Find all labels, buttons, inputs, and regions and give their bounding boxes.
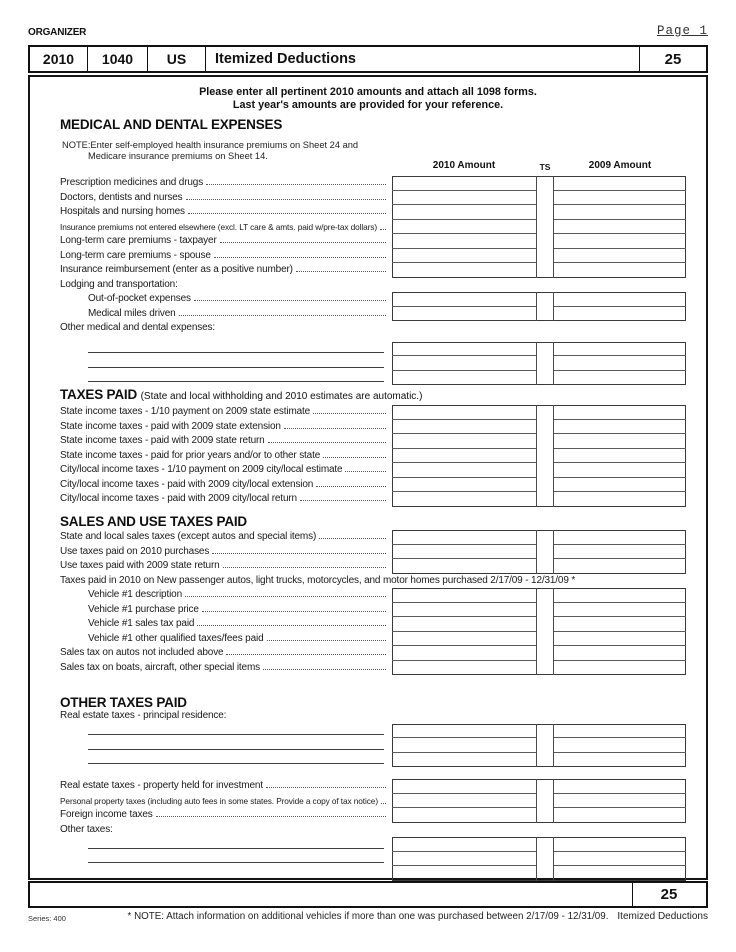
row-label-text: City/local income taxes - paid with 2009 city/local extension [60,478,314,490]
medical-note-line-1: NOTE:Enter self-employed health insurance premiums on Sheet 24 and [62,140,359,150]
row-label [60,559,388,574]
row-label-text: Hospitals and nursing homes [60,206,185,217]
amount-cell-2010[interactable] [392,852,536,867]
dot-leader [313,413,386,414]
intro-line-1: Please enter all pertinent 2010 amounts and attach all 1098 forms. [199,86,537,98]
form-row [28,478,686,493]
footer-note: * NOTE: Attach information on additional vehicles if more than one was purchased between 2/17/09 - 12/31/09. [127,911,609,922]
dot-leader [345,471,386,472]
form-row [28,205,686,220]
column-header-2009-amount: 2009 Amount [588,160,652,171]
dot-leader [194,300,386,301]
amount-cell-2010[interactable] [392,292,536,307]
dot-leader [268,442,386,443]
sub-label-line [28,709,686,724]
form-header-bar [28,45,708,73]
row-label-text: Vehicle #1 other qualified taxes/fees paid [88,632,264,644]
row-label-text: City/local income taxes - 1/10 payment on 2009 city/local estimate [60,464,343,475]
amount-grid-block [28,530,686,574]
dot-leader [319,538,386,539]
amount-cell-2009[interactable] [554,753,686,768]
row-label [60,434,388,449]
amount-cell-2009[interactable] [554,463,686,478]
form-row [28,249,686,264]
section-rows-medical [28,176,686,385]
amount-cell-2009[interactable] [554,449,686,464]
row-label-text: Insurance premiums not entered elsewhere (excl. LT care & amts. paid w/pre-tax dollars) [60,221,378,232]
form-row [28,617,686,632]
row-label [60,220,388,235]
row-label [60,478,388,493]
amount-grid-block [28,724,686,768]
form-row [28,646,686,661]
amount-cell-2010[interactable] [392,724,536,739]
amount-cell-2010[interactable] [392,588,536,603]
section-rows-other-taxes [28,709,686,881]
row-label-text: State income taxes - paid with 2009 state extension [60,420,281,432]
amount-cell-2010[interactable] [392,545,536,560]
row-label-text: State income taxes - paid with 2009 state return [60,435,265,446]
amount-cell-2010[interactable] [392,603,536,618]
amount-cell-2009[interactable] [554,794,686,809]
amount-cell-2009[interactable] [554,559,686,574]
amount-cell-2010[interactable] [392,434,536,449]
row-label: Taxes paid in 2010 on New passenger autos, light trucks, motorcycles, and motor homes purchased 2/17/09 - 12/31/09 * [60,574,576,586]
amount-cell-2010[interactable] [392,753,536,768]
amount-cell-2010[interactable] [392,646,536,661]
amount-grid-block [28,405,686,507]
amount-cell-2010[interactable] [392,794,536,809]
page-number-label: Page 1 [656,24,708,38]
amount-cell-2009[interactable] [554,661,686,676]
writein-row [28,866,686,881]
amount-grid-block [28,176,686,278]
amount-cell-2010[interactable] [392,463,536,478]
form-row [28,176,686,191]
row-label-text: Use taxes paid on 2010 purchases [60,545,210,557]
row-label-text: Sales tax on boats, aircraft, other special items [60,661,260,673]
dot-leader [316,486,386,487]
row-label [88,307,388,322]
row-label [60,794,388,809]
amount-grid-block [28,837,686,881]
amount-grid-block [28,292,686,321]
amount-cell-2009[interactable] [554,808,686,823]
row-label-text: Sales tax on autos not included above [60,647,224,658]
row-label: Other medical and dental expenses: [60,322,215,333]
amount-cell-2010[interactable] [392,405,536,420]
amount-cell-2009[interactable] [554,530,686,545]
row-label [88,292,388,307]
dot-leader [284,428,386,429]
row-label [60,234,388,249]
row-label [60,249,388,264]
section-rows-sales-use [28,530,686,675]
form-row [28,603,686,618]
section-heading-other-taxes: OTHER TAXES PAID [60,695,187,710]
row-label-text: State income taxes - 1/10 payment on 2009 state estimate [60,406,311,417]
form-row [28,405,686,420]
amount-cell-2010[interactable] [392,837,536,852]
form-row [28,779,686,794]
amount-cell-2010[interactable] [392,808,536,823]
amount-grid-block [28,342,686,386]
medical-note-line-2: Medicare insurance premiums on Sheet 14. [88,150,268,161]
row-label [88,588,388,603]
amount-cell-2010[interactable] [392,617,536,632]
intro-instructions [28,86,708,111]
footer-bar [28,881,708,908]
writein-line[interactable] [88,367,384,368]
writein-row [28,852,686,867]
section-heading-medical: MEDICAL AND DENTAL EXPENSES [60,117,283,132]
amount-cell-2009[interactable] [554,588,686,603]
row-label [60,449,388,464]
amount-cell-2010[interactable] [392,371,536,386]
amount-cell-2010[interactable] [392,738,536,753]
row-label [60,176,388,191]
amount-cell-2010[interactable] [392,234,536,249]
row-label [60,545,388,560]
amount-cell-2009[interactable] [554,371,686,386]
row-label [60,530,388,545]
amount-cell-2010[interactable] [392,661,536,676]
amount-cell-2010[interactable] [392,779,536,794]
dot-leader [266,787,386,788]
sub-label-line [28,823,686,838]
form-row [28,449,686,464]
amount-cell-2009[interactable] [554,434,686,449]
amount-cell-2009[interactable] [554,249,686,264]
amount-cell-2010[interactable] [392,530,536,545]
amount-cell-2009[interactable] [554,356,686,371]
amount-cell-2009[interactable] [554,191,686,206]
form-row [28,434,686,449]
form-row [28,588,686,603]
dot-leader [380,229,386,230]
amount-cell-2010[interactable] [392,866,536,881]
row-label [60,405,388,420]
amount-cell-2010[interactable] [392,205,536,220]
column-header-ts: TS [539,162,551,172]
row-label [60,779,388,794]
section-heading-taxes-paid: TAXES PAID (State and local withholding and 2010 estimates are automatic.) [60,387,423,402]
header-sheet-number: 25 [664,50,682,68]
amount-cell-2009[interactable] [554,234,686,249]
row-label-text: Foreign income taxes [60,809,153,820]
amount-cell-2009[interactable] [554,738,686,753]
row-label-text: Prescription medicines and drugs [60,177,204,188]
row-label-text: Medical miles driven [88,307,176,319]
row-label [60,420,388,435]
row-label-text: State income taxes - paid for prior years and/or to other state [60,449,321,461]
amount-cell-2009[interactable] [554,617,686,632]
amount-cell-2010[interactable] [392,492,536,507]
header-form-number: 1040 [88,47,148,71]
row-label-text: Vehicle #1 purchase price [88,603,199,615]
footer-sheet-number: 25 [660,886,678,903]
header-title: Itemized Deductions [206,47,640,71]
medical-note [62,140,358,161]
form-row [28,492,686,507]
footer-title: Itemized Deductions [617,911,708,922]
amount-cell-2009[interactable] [554,545,686,560]
amount-cell-2009[interactable] [554,478,686,493]
row-label-text: Personal property taxes (including auto fees in some states. Provide a copy of tax notice) [60,795,378,806]
dot-leader [296,271,386,272]
form-row [28,307,686,322]
sub-label-line [28,278,686,293]
amount-cell-2009[interactable] [554,205,686,220]
dot-leader [186,199,386,200]
dot-leader [188,213,386,214]
dot-leader [214,257,386,258]
row-label [60,191,388,206]
writein-row [28,724,686,739]
amount-cell-2010[interactable] [392,263,536,278]
row-label [60,205,388,220]
row-label-text: Long-term care premiums - taxpayer [60,235,217,246]
spacer [28,767,686,779]
header-year: 2010 [30,47,88,71]
amount-cell-2010[interactable] [392,220,536,235]
row-label-text: Doctors, dentists and nurses [60,191,183,203]
writein-line[interactable] [88,352,384,353]
form-row [28,463,686,478]
amount-cell-2010[interactable] [392,191,536,206]
amount-cell-2010[interactable] [392,420,536,435]
dot-leader [202,611,386,612]
row-label: Lodging and transportation: [60,278,178,290]
amount-cell-2009[interactable] [554,646,686,661]
row-label [88,603,388,618]
form-row [28,794,686,809]
form-row [28,545,686,560]
writein-row [28,356,686,371]
section-text-line [28,574,686,589]
row-label [60,646,388,661]
amount-cell-2010[interactable] [392,356,536,371]
dot-leader [206,184,386,185]
writein-line[interactable] [88,749,384,750]
dot-leader [185,596,386,597]
row-label [60,661,388,676]
form-row [28,220,686,235]
amount-cell-2009[interactable] [554,263,686,278]
dot-leader [323,457,386,458]
amount-cell-2009[interactable] [554,852,686,867]
row-label-text: State and local sales taxes (except autos and special items) [60,531,317,542]
amount-cell-2010[interactable] [392,307,536,322]
taxes-paid-heading-note: (State and local withholding and 2010 estimates are automatic.) [140,391,423,402]
form-row [28,191,686,206]
form-row [28,632,686,647]
amount-cell-2009[interactable] [554,866,686,881]
form-row [28,559,686,574]
amount-cell-2010[interactable] [392,632,536,647]
amount-cell-2010[interactable] [392,249,536,264]
amount-cell-2009[interactable] [554,342,686,357]
row-label-text: Long-term care premiums - spouse [60,249,211,261]
amount-cell-2009[interactable] [554,307,686,322]
dot-leader [156,816,386,817]
row-label [88,632,388,647]
sub-label-line [28,321,686,336]
amount-cell-2009[interactable] [554,632,686,647]
amount-cell-2010[interactable] [392,449,536,464]
section-heading-sales-use: SALES AND USE TAXES PAID [60,514,247,529]
dot-leader [179,315,386,316]
amount-cell-2009[interactable] [554,837,686,852]
writein-row [28,371,686,386]
dot-leader [381,803,386,804]
amount-cell-2010[interactable] [392,176,536,191]
amount-cell-2009[interactable] [554,405,686,420]
row-label: Other taxes: [60,823,113,835]
dot-leader [220,242,386,243]
amount-cell-2009[interactable] [554,724,686,739]
writein-row [28,837,686,852]
form-row [28,263,686,278]
amount-grid-block [28,779,686,823]
column-header-2010-amount: 2010 Amount [432,160,496,171]
row-label [60,263,388,278]
amount-column-headers [28,160,686,173]
writein-row [28,753,686,768]
row-label-text: City/local income taxes - paid with 2009 city/local return [60,493,297,504]
amount-cell-2009[interactable] [554,420,686,435]
form-row [28,808,686,823]
row-label [60,808,388,823]
amount-cell-2009[interactable] [554,603,686,618]
form-row [28,234,686,249]
dot-leader [263,669,386,670]
row-label [60,492,388,507]
amount-cell-2010[interactable] [392,342,536,357]
amount-cell-2009[interactable] [554,292,686,307]
amount-cell-2009[interactable] [554,220,686,235]
writein-line[interactable] [88,763,384,764]
form-row [28,292,686,307]
amount-cell-2009[interactable] [554,779,686,794]
amount-cell-2009[interactable] [554,176,686,191]
writein-line[interactable] [88,381,384,382]
form-row [28,661,686,676]
row-label [60,463,388,478]
writein-row [28,342,686,357]
series-label: Series: 400 [28,914,66,923]
dot-leader [197,625,386,626]
dot-leader [226,654,386,655]
dot-leader [212,553,386,554]
dot-leader [223,567,386,568]
form-row [28,420,686,435]
row-label-text: Insurance reimbursement (enter as a positive number) [60,264,293,275]
amount-cell-2010[interactable] [392,478,536,493]
amount-cell-2010[interactable] [392,559,536,574]
writein-line[interactable] [88,848,384,849]
amount-cell-2009[interactable] [554,492,686,507]
dot-leader [267,640,387,641]
row-label-text: Vehicle #1 description [88,589,182,600]
row-label [88,617,388,632]
section-rows-taxes-paid [28,405,686,507]
writein-line[interactable] [88,734,384,735]
form-row [28,530,686,545]
writein-row [28,738,686,753]
row-label-text: Real estate taxes - property held for investment [60,780,263,791]
intro-line-2: Last year's amounts are provided for your reference. [232,98,504,111]
writein-line[interactable] [88,862,384,863]
amount-grid-block [28,588,686,675]
row-label: Real estate taxes - principal residence: [60,710,227,721]
row-label-text: Out-of-pocket expenses [88,293,191,304]
row-label-text: Use taxes paid with 2009 state return [60,560,220,571]
dot-leader [300,500,386,501]
organizer-label: ORGANIZER [28,27,87,38]
row-label-text: Vehicle #1 sales tax paid [88,618,195,629]
header-region: US [148,47,206,71]
